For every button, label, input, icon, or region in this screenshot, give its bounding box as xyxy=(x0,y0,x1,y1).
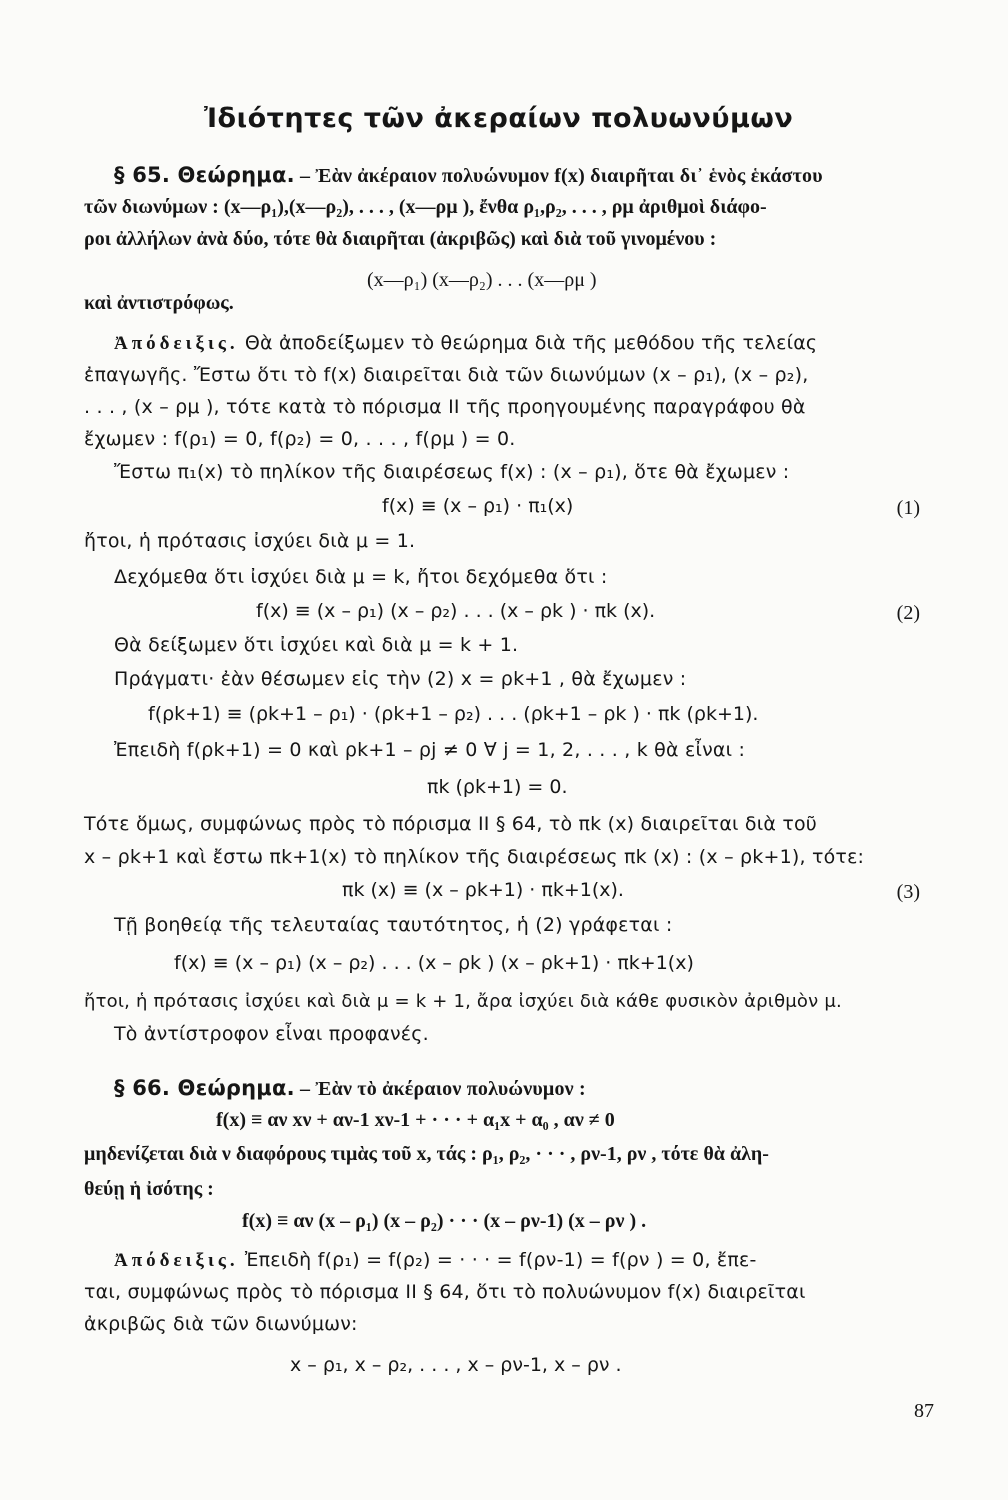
proof-1-label: Ἀπόδειξις. xyxy=(114,333,239,354)
proof-1-line-4: ἔχωμεν : f(ρ₁) = 0, f(ρ₂) = 0, . . . , f(ρμ ) = 0. xyxy=(84,428,516,450)
proof-1-line-3: . . . , (x – ρμ ), τότε κατὰ τὸ πόρισμα II τῆς προηγουμένης παραγράφου θὰ xyxy=(84,396,806,418)
proof-1-line-8: Θὰ δείξωμεν ὅτι ἰσχύει καὶ διὰ μ = k + 1. xyxy=(114,634,519,656)
theorem-65-line-4: καὶ ἀντιστρόφως. xyxy=(84,292,234,314)
equation-2-number: (2) xyxy=(896,602,920,624)
equation-5: πk (x) ≡ (x – ρk+1) · πk+1(x). xyxy=(342,879,624,901)
proof-1-line-5: Ἔστω π₁(x) τὸ πηλίκον τῆς διαιρέσεως f(x) : (x – ρ₁), ὅτε θὰ ἔχωμεν : xyxy=(114,461,790,483)
proof-1-line-10: Ἐπειδὴ f(ρk+1) = 0 καὶ ρk+1 – ρj ≠ 0 ∀ j = 1, 2, . . . , k θὰ εἶναι : xyxy=(114,739,746,761)
proof-1-line-12: x – ρk+1 καὶ ἔστω πk+1(x) τὸ πηλίκον τῆς διαιρέσεως πk (x) : (x – ρk+1), τότε: xyxy=(84,846,865,868)
proof-2-equation: x – ρ₁, x – ρ₂, . . . , x – ρν-1, x – ρν . xyxy=(290,1354,622,1376)
equation-1-number: (1) xyxy=(896,497,920,519)
theorem-66-line-1 xyxy=(114,1078,586,1099)
equation-5-number: (3) xyxy=(896,881,920,903)
theorem-66-line-3: θεύῃ ἡ ἰσότης : xyxy=(84,1178,214,1200)
proof-1-line-11: Τότε ὅμως, συμφώνως πρὸς τὸ πόρισμα II § 64, τὸ πk (x) διαιρεῖται διὰ τοῦ xyxy=(84,813,817,835)
theorem-66-label: § 66. Θεώρημα. xyxy=(114,1076,295,1100)
theorem-65-label: § 65. Θεώρημα. xyxy=(114,163,295,187)
theorem-65-product: (x—ρ₁) (x—ρ₂) . . . (x—ρμ ) xyxy=(367,269,597,291)
proof-1-line-14: ἤτοι, ἡ πρότασις ἰσχύει καὶ διὰ μ = k + 1, ἄρα ἰσχύει διὰ κάθε φυσικὸν ἀριθμὸν μ. xyxy=(84,991,842,1012)
proof-1-line-7: Δεχόμεθα ὅτι ἰσχύει διὰ μ = k, ἤτοι δεχόμεθα ὅτι : xyxy=(114,566,608,588)
theorem-66-line-2: μηδενίζεται διὰ ν διαφόρους τιμὰς τοῦ x, τάς : ρ₁, ρ₂, · · · , ρν-1, ρν , τότε θὰ ἀλη- xyxy=(84,1143,769,1165)
proof-1-line-15: Τὸ ἀντίστροφον εἶναι προφανές. xyxy=(114,1023,429,1045)
proof-2-line-3: ἀκριβῶς διὰ τῶν διωνύμων: xyxy=(84,1313,358,1335)
theorem-65-line-1 xyxy=(114,165,823,186)
theorem-66-text-1: – Ἐὰν τὸ ἀκέραιον πολυώνυμον : xyxy=(294,1078,586,1100)
proof-1-line-2: ἐπαγωγῆς. Ἔστω ὅτι τὸ f(x) διαιρεῖται διὰ τῶν διωνύμων (x – ρ₁), (x – ρ₂), xyxy=(84,364,809,386)
proof-2-text-1: Ἐπειδὴ f(ρ₁) = f(ρ₂) = · · · = f(ρν-1) = f(ρν ) = 0, ἔπε- xyxy=(238,1249,757,1271)
proof-1-text-1: Θὰ ἀποδείξωμεν τὸ θεώρημα διὰ τῆς μεθόδου τῆς τελείας xyxy=(238,332,818,354)
proof-2-label: Ἀπόδειξις. xyxy=(114,1250,239,1271)
equation-6: f(x) ≡ (x – ρ₁) (x – ρ₂) . . . (x – ρk ) (x – ρk+1) · πk+1(x) xyxy=(174,952,694,974)
proof-1-line-13: Τῇ βοηθείᾳ τῆς τελευταίας ταυτότητος, ἡ (2) γράφεται : xyxy=(114,914,673,936)
proof-2-line-1 xyxy=(114,1251,757,1270)
proof-1-line-9: Πράγματι· ἐὰν θέσωμεν εἰς τὴν (2) x = ρk+1 , θὰ ἔχωμεν : xyxy=(114,668,687,690)
equation-3: f(ρk+1) ≡ (ρk+1 – ρ₁) · (ρk+1 – ρ₂) . . . (ρk+1 – ρk ) · πk (ρk+1). xyxy=(148,703,759,725)
proof-2-line-2: ται, συμφώνως πρὸς τὸ πόρισμα II § 64, ὅτι τὸ πολυώνυμον f(x) διαιρεῖται xyxy=(84,1281,806,1303)
proof-1-line-6: ἤτοι, ἡ πρότασις ἰσχύει διὰ μ = 1. xyxy=(84,530,416,552)
theorem-66-equation-2: f(x) ≡ αν (x – ρ₁) (x – ρ₂) · · · (x – ρν-1) (x – ρν ) . xyxy=(242,1210,647,1232)
page-number: 87 xyxy=(914,1400,934,1422)
theorem-65-line-2: τῶν διωνύμων : (x—ρ₁),(x—ρ₂), . . . , (x—ρμ ), ἔνθα ρ₁,ρ₂, . . . , ρμ ἀριθμοὶ διάφο- xyxy=(84,196,767,218)
theorem-65-line-3: ροι ἀλλήλων ἀνὰ δύο, τότε θὰ διαιρῆται (ἀκριβῶς) καὶ διὰ τοῦ γινομένου : xyxy=(84,228,717,250)
theorem-66-equation-1: f(x) ≡ αν xν + αν-1 xν-1 + · · · + α₁x + α₀ , αν ≠ 0 xyxy=(216,1109,615,1131)
equation-4: πk (ρk+1) = 0. xyxy=(427,776,568,798)
page-title: Ἰδιότητες τῶν ἀκεραίων πολυωνύμων xyxy=(204,103,794,134)
proof-1-line-1 xyxy=(114,334,817,353)
theorem-65-text-1: – Ἐὰν ἀκέραιον πολυώνυμον f(x) διαιρῆται δι᾽ ἑνὸς ἑκάστου xyxy=(294,165,823,187)
equation-1: f(x) ≡ (x – ρ₁) · π₁(x) xyxy=(382,495,574,517)
equation-2: f(x) ≡ (x – ρ₁) (x – ρ₂) . . . (x – ρk ) · πk (x). xyxy=(256,600,656,622)
